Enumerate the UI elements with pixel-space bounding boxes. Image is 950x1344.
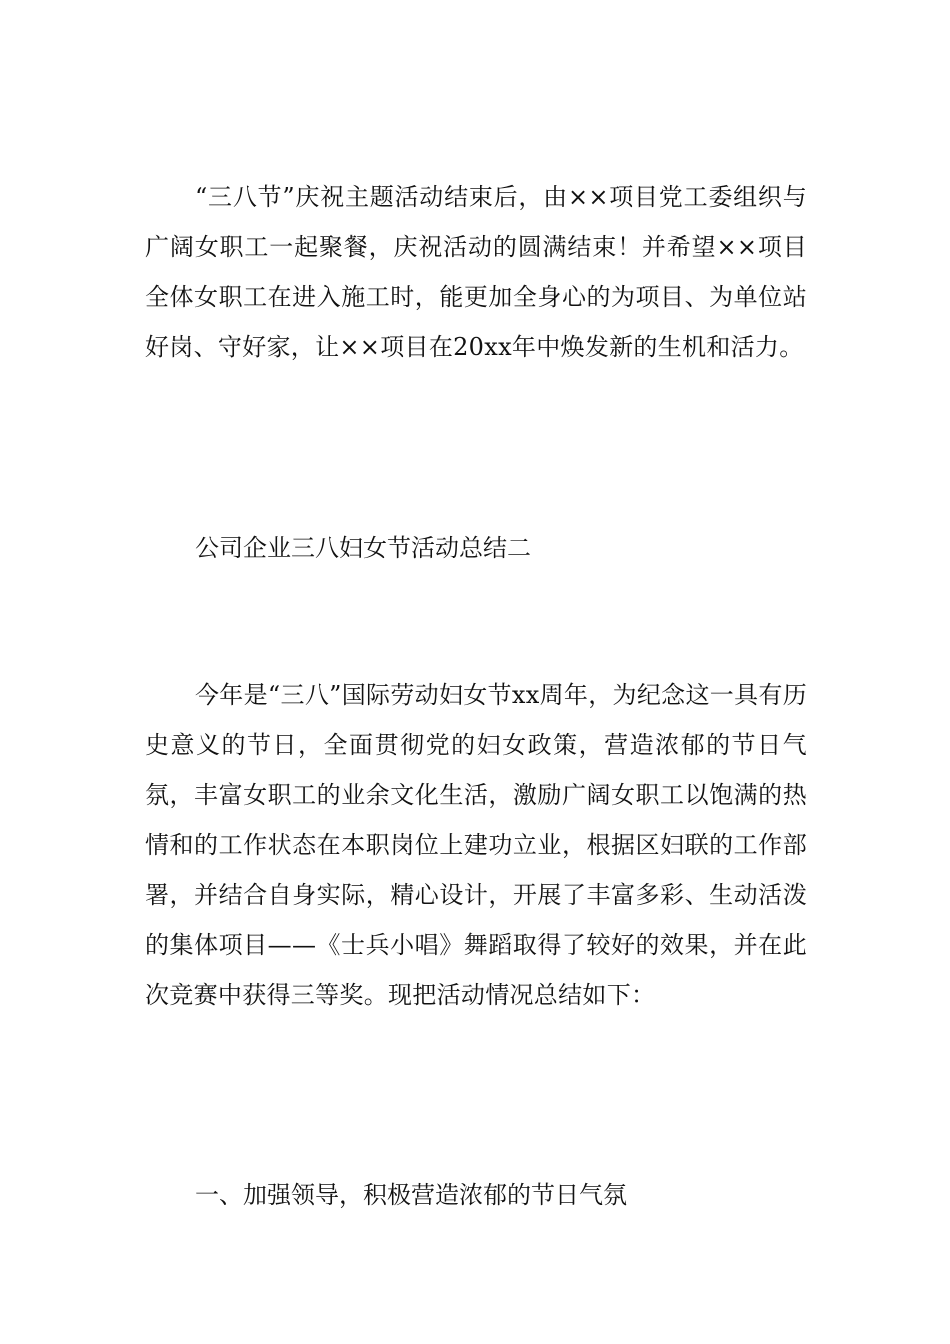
paragraph-intro: 今年是“三八”国际劳动妇女节xx周年，为纪念这一具有历史意义的节日，全面贯彻党的妇女政策，营造浓郁的节日气氛，丰富女职工的业余文化生活，激励广阔女职工以饱满的热情和的工作状态在本职岗位上建功立业，根据区妇联的工作部署，并结合自身实际，精心设计，开展了丰富多彩、生动活泼的集体项目——《士兵小唱》舞蹈取得了较好的效果，并在此次竞赛中获得三等奖。现把活动情况总结如下： <box>145 681 807 1009</box>
subsection-heading: 一、加强领导，积极营造浓郁的节日气氛 <box>195 1181 627 1209</box>
section-title: 公司企业三八妇女节活动总结二 <box>195 534 531 562</box>
paragraph-celebration-end: “三八节”庆祝主题活动结束后，由××项目党工委组织与广阔女职工一起聚餐，庆祝活动的圆满结束！并希望××项目全体女职工在进入施工时，能更加全身心的为项目、为单位站好岗、守好家，让××项目在20xx年中焕发新的生机和活力。 <box>145 183 807 361</box>
